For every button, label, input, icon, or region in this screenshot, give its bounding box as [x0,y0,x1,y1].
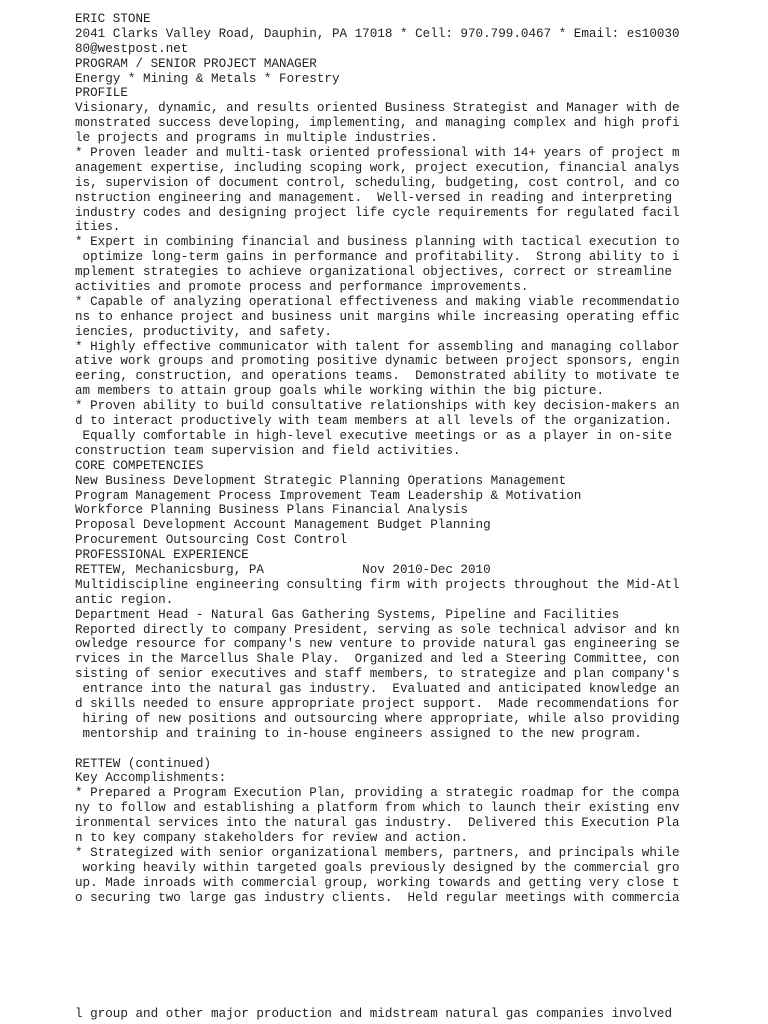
resume-line: mentorship and training to in-house engineers assigned to the new program. [75,726,642,741]
resume-line: New Business Development Strategic Planning Operations Management [75,473,567,488]
resume-line: Multidiscipline engineering consulting firm with projects throughout the Mid-Atl [75,577,680,592]
resume-line: CORE COMPETENCIES [75,458,204,473]
resume-line: RETTEW, Mechanicsburg, PA Nov 2010-Dec 2010 [75,562,491,577]
resume-line: owledge resource for company's new venture to provide natural gas engineering se [75,637,680,652]
resume-line: le projects and programs in multiple industries. [75,131,438,146]
resume-line: sisting of senior executives and staff members, to strategize and plan company's [75,667,680,682]
resume-text-block [75,12,680,905]
resume-line: activities and promote process and performance improvements. [75,280,529,295]
resume-line: PROFILE [75,86,128,101]
resume-line: monstrated success developing, implementing, and managing complex and high profi [75,116,680,131]
resume-line: * Strategized with senior organizational members, partners, and principals while [75,845,680,860]
resume-line: d skills needed to ensure appropriate project support. Made recommendations for [75,696,680,711]
resume-line: PROFESSIONAL EXPERIENCE [75,548,249,563]
resume-line: ERIC STONE [75,12,151,26]
resume-line: ironmental services into the natural gas industry. Delivered this Execution Pla [75,816,680,831]
resume-line: rvices in the Marcellus Shale Play. Organized and led a Steering Committee, con [75,652,680,667]
resume-line: 2041 Clarks Valley Road, Dauphin, PA 17018 * Cell: 970.799.0467 * Email: es10030 [75,26,680,41]
resume-line: Program Management Process Improvement Team Leadership & Motivation [75,488,582,503]
resume-line: entrance into the natural gas industry. Evaluated and anticipated knowledge an [75,682,680,697]
resume-line: ities. [75,220,121,235]
resume-line: ny to follow and establishing a platform from which to launch their existing env [75,801,680,816]
resume-line: Department Head - Natural Gas Gathering Systems, Pipeline and Facilities [75,607,620,622]
resume-line: 80@westpost.net [75,41,189,56]
resume-line: RETTEW (continued) [75,756,212,771]
resume-line: * Highly effective communicator with talent for assembling and managing collabor [75,339,680,354]
resume-line: hiring of new positions and outsourcing where appropriate, while also providing [75,711,680,726]
resume-line: mplement strategies to achieve organizational objectives, correct or streamline [75,265,680,280]
resume-line: o securing two large gas industry clients. Held regular meetings with commercia [75,890,680,905]
resume-line: Visionary, dynamic, and results oriented Business Strategist and Manager with de [75,101,680,116]
resume-line: Key Accomplishments: [75,771,227,786]
resume-line: anagement expertise, including scoping work, project execution, financial analys [75,160,680,175]
resume-line: eering, construction, and operations teams. Demonstrated ability to motivate te [75,369,680,384]
resume-line: up. Made inroads with commercial group, working towards and getting very close t [75,875,680,890]
resume-line: * Prepared a Program Execution Plan, providing a strategic roadmap for the compa [75,786,680,801]
resume-line: nstruction engineering and management. Well-versed in reading and interpreting [75,190,680,205]
resume-line: is, supervision of document control, scheduling, budgeting, cost control, and co [75,175,680,190]
resume-line: Procurement Outsourcing Cost Control [75,533,348,548]
resume-line: Reported directly to company President, serving as sole technical advisor and kn [75,622,680,637]
resume-line: antic region. [75,592,174,607]
resume-line: Workforce Planning Business Plans Financial Analysis [75,503,468,518]
resume-line: Equally comfortable in high-level executive meetings or as a player in on-site [75,428,673,443]
resume-line: construction team supervision and field activities. [75,443,461,458]
resume-line: ns to enhance project and business unit margins while increasing operating effic [75,309,680,324]
resume-line: * Expert in combining financial and business planning with tactical execution to [75,235,680,250]
resume-continued-line: l group and other major production and midstream natural gas companies involved [75,1007,673,1021]
resume-line: PROGRAM / SENIOR PROJECT MANAGER [75,56,317,71]
resume-line: Proposal Development Account Management Budget Planning [75,518,491,533]
resume-line: working heavily within targeted goals previously designed by the commercial gro [75,860,680,875]
resume-line: iencies, productivity, and safety. [75,324,332,339]
resume-line [75,742,680,757]
resume-line: * Proven leader and multi-task oriented professional with 14+ years of project m [75,146,680,161]
resume-line: ative work groups and promoting positive dynamic between project sponsors, engin [75,354,680,369]
resume-line: * Capable of analyzing operational effectiveness and making viable recommendatio [75,294,680,309]
resume-line: Energy * Mining & Metals * Forestry [75,71,340,86]
resume-line: industry codes and designing project life cycle requirements for regulated facil [75,205,680,220]
resume-line: d to interact productively with team members at all levels of the organization. [75,414,673,429]
resume-line: am members to attain group goals while working within the big picture. [75,384,605,399]
resume-line: n to key company stakeholders for review and action. [75,830,468,845]
resume-line: optimize long-term gains in performance and profitability. Strong ability to i [75,250,680,265]
resume-line: * Proven ability to build consultative relationships with key decision-makers an [75,399,680,414]
